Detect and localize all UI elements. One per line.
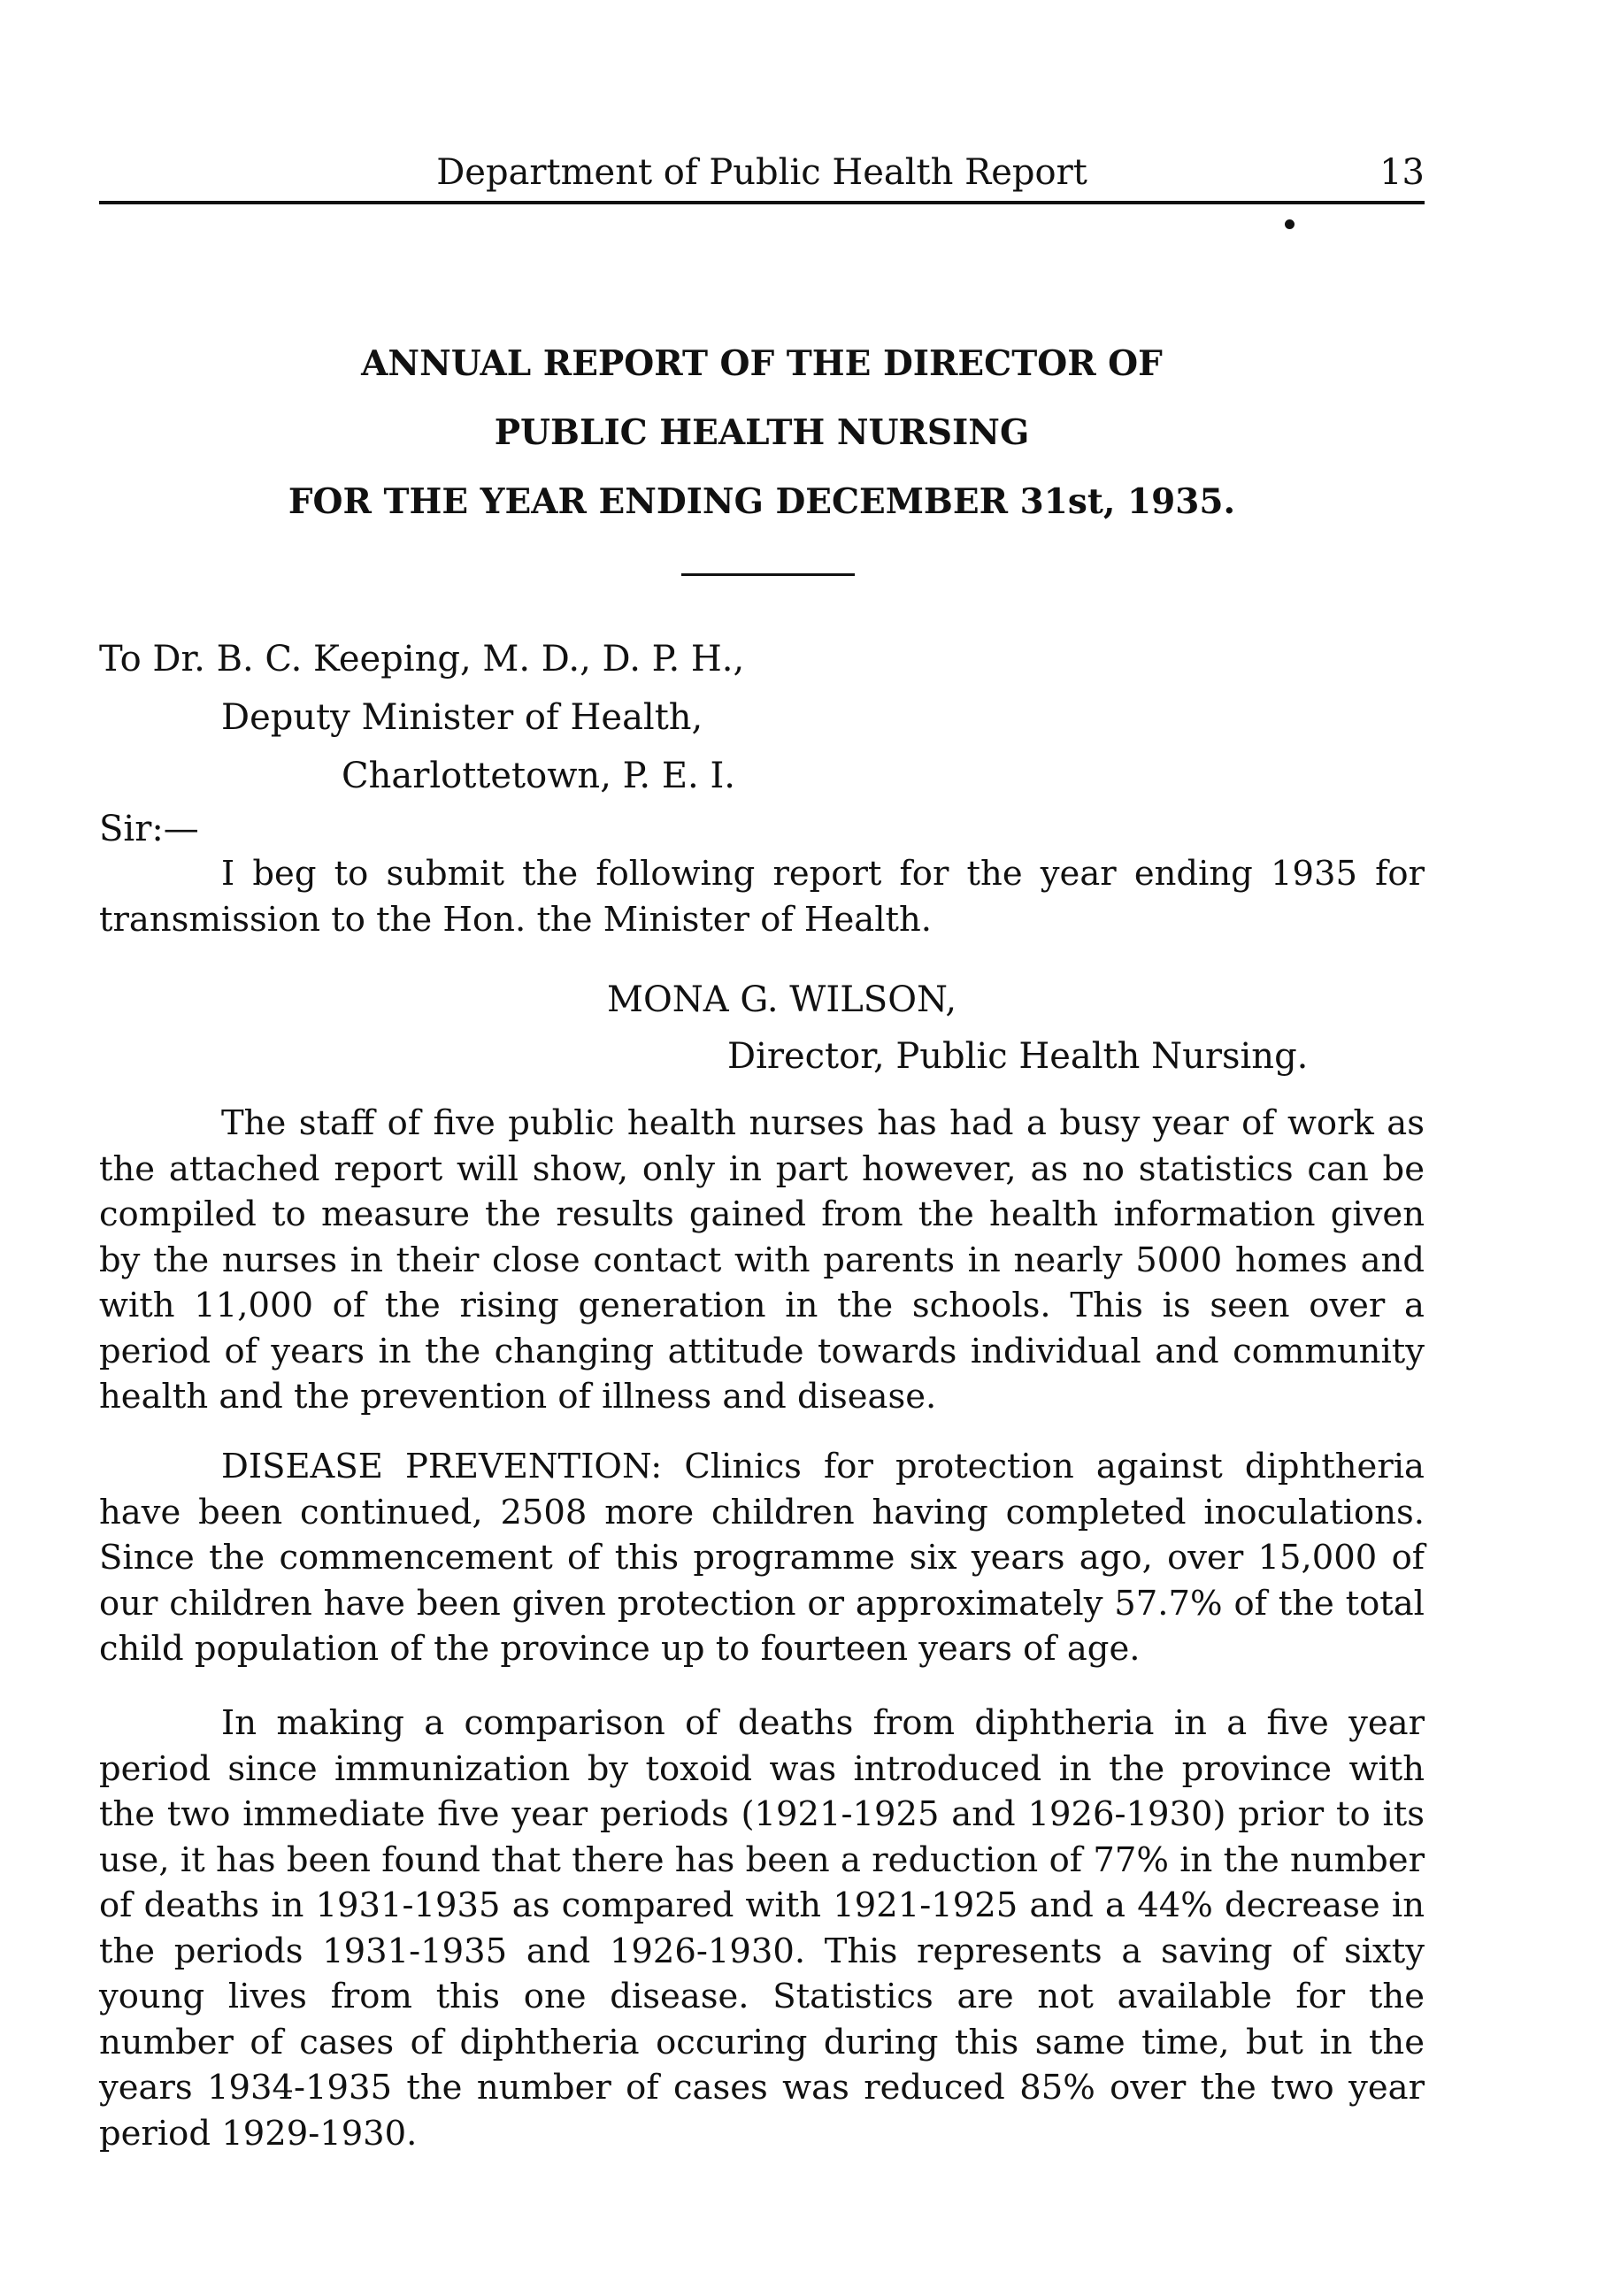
addressee-block xyxy=(99,630,1425,805)
signatory-name: MONA G. WILSON, xyxy=(607,979,957,1020)
addressee-line-2: Deputy Minister of Health, xyxy=(221,697,703,738)
title-line-1: ANNUAL REPORT OF THE DIRECTOR OF xyxy=(361,343,1163,384)
addressee-line-3: Charlottetown, P. E. I. xyxy=(342,756,735,796)
running-title: Department of Public Health Report xyxy=(436,152,1087,193)
header-rule xyxy=(99,201,1425,204)
running-header xyxy=(99,146,1425,199)
print-speck xyxy=(1285,219,1295,229)
signatory-title: Director, Public Health Nursing. xyxy=(727,1036,1309,1077)
submit-paragraph: I beg to submit the following report for the year ending 1935 for transmission to the Hon. the Minister of Health. xyxy=(99,854,1425,940)
addressee-line-1: To Dr. B. C. Keeping, M. D., D. P. H., xyxy=(99,639,745,680)
page-number: 13 xyxy=(1379,152,1425,193)
salutation: Sir:— xyxy=(99,809,199,849)
signature-block xyxy=(99,971,1425,1085)
title-line-3: FOR THE YEAR ENDING DECEMBER 31st, 1935. xyxy=(288,481,1236,522)
title-divider xyxy=(681,573,855,576)
diphtheria-comparison-paragraph: In making a comparison of deaths from diphtheria in a five year period since immunization by toxoid was introduced in the province with the two immediate five year periods (1921-1925 and 1926-1930) prior to its use, it has been found that there has been a reduction of 77% in the number of deaths in 1931-1935 as compared with 1921-1925 and a 44% decrease in the periods 1931-1935 and 1926-1930. This represents a saving of sixty young lives from this one disease. Statistics are not available for the number of cases of diphtheria occuring during this same time, but in the years 1934-1935 the number of cases was reduced 85% over the two year period 1929-1930. xyxy=(99,1703,1425,2154)
report-title xyxy=(99,329,1425,536)
title-line-2: PUBLIC HEALTH NURSING xyxy=(494,412,1030,453)
staff-paragraph: The staff of five public health nurses has had a busy year of work as the attached report will show, only in part however, as no statistics can be compiled to measure the results gained from the health information given by the nurses in their close contact with parents in nearly 5000 homes and with 11,000 of the rising generation in the schools. This is seen over a period of years in the changing attitude towards individual and community health and the prevention of illness and disease. xyxy=(99,1103,1425,1417)
disease-prevention-paragraph: DISEASE PREVENTION: Clinics for protection against diphtheria have been continued, 2508 more children having completed inoculations. Since the commencement of this programme six years ago, over 15,000 of our children have been given protection or approximately 57.7% of the total child population of the province up to fourteen years of age. xyxy=(99,1447,1425,1669)
